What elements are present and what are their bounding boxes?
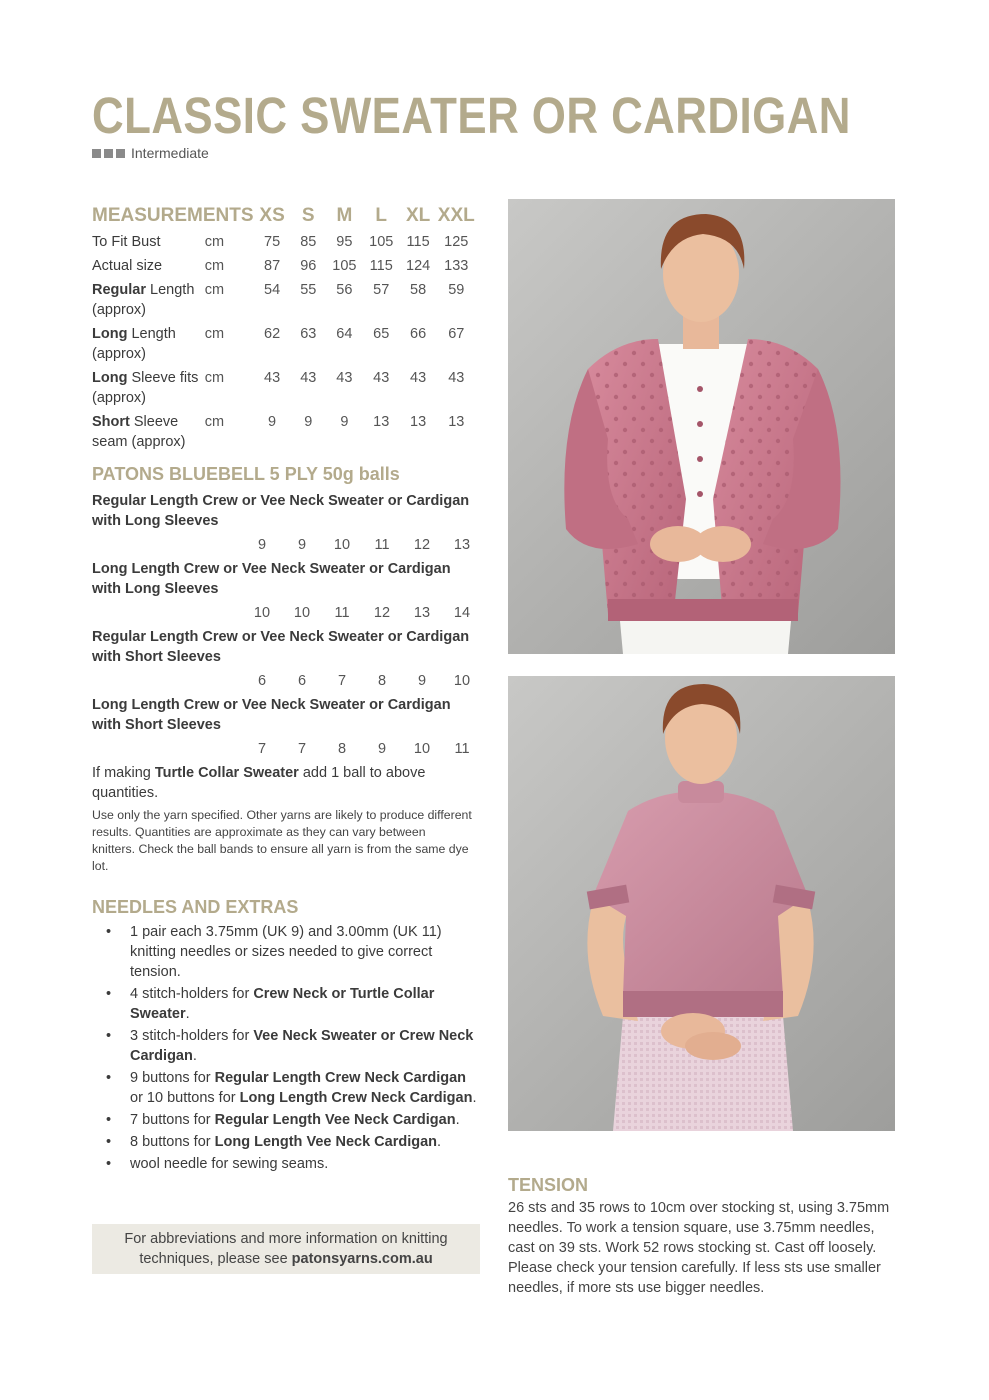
yarn-quantity: 7 [297,741,307,757]
item-bold-text: Regular Length Vee Neck Cardigan [214,1112,456,1128]
info-text: For abbreviations and more information on knitting techniques, please see [124,1231,448,1267]
measurement-value: 62 [264,326,281,342]
yarn-quantity: 14 [453,605,471,621]
skill-square-icon [104,149,113,158]
skill-square-icon [92,149,101,158]
tension-heading: TENSION [508,1175,589,1195]
yarn-section [92,464,482,875]
measurement-value: 59 [448,282,465,298]
measurement-value: 64 [336,326,353,342]
woman-in-sweater-illustration [508,676,895,1131]
yarn-quantity: 12 [373,605,391,621]
measurement-value: 43 [336,370,353,386]
measurement-label-text: Sleeve fits (approx) [92,370,199,406]
yarn-quantity: 9 [417,673,427,689]
measurement-value: 13 [410,414,427,430]
measurements-table [92,200,476,456]
measurement-unit: cm [204,370,225,386]
yarn-quantity-row [242,739,482,759]
tension-section [508,1175,895,1298]
measurement-label [92,232,205,256]
yarn-quantity: 6 [297,673,307,689]
turtle-collar-note [92,763,452,803]
measurement-value: 9 [304,414,313,430]
measurement-label [92,324,205,368]
measurement-value: 105 [369,234,394,250]
yarn-quantity: 10 [413,741,431,757]
yarn-disclaimer: Use only the yarn specified. Other yarns are likely to produce different results. Quantities are approximate as they can vary between knitters. Check the ball bands to ensure all yarn is from the same dye lot. [92,808,472,873]
item-text: 3 stitch-holders for [130,1028,254,1044]
measurement-label-bold: Regular [92,282,146,298]
sweater-photo [508,676,895,1131]
yarn-quantity: 9 [257,537,267,553]
measurement-value: 43 [264,370,281,386]
measurement-value: 57 [373,282,390,298]
needles-heading: NEEDLES AND EXTRAS [92,897,299,917]
yarn-quantity: 8 [337,741,347,757]
yarn-quantity-row [242,671,482,691]
yarn-variant-name: Regular Length Crew or Vee Neck Sweater or Cardigan with Short Sleeves [92,629,470,665]
turtle-note-bold: Turtle Collar Sweater [154,765,299,781]
measurement-value: 87 [264,258,281,274]
yarn-quantity: 11 [334,605,350,621]
measurement-unit: cm [204,234,225,250]
measurement-value: 43 [448,370,465,386]
measurement-label [92,368,205,412]
measurement-value: 133 [444,258,469,274]
needles-list-item [92,922,482,982]
measurement-label-bold: Short [92,414,130,430]
item-bold-text: Crew Neck or Turtle Collar Sweater [130,986,435,1022]
measurement-value: 115 [369,258,393,274]
cardigan-photo [508,199,895,654]
size-header: S [301,205,315,226]
yarn-heading: PATONS BLUEBELL 5 PLY 50g balls [92,464,400,484]
needles-list [92,922,482,1174]
skill-square-icon [116,149,125,158]
skill-level-label: Intermediate [131,145,209,161]
measurement-label [92,412,205,456]
measurement-row [92,280,476,324]
measurement-value: 115 [406,234,430,250]
size-header: L [375,205,388,226]
measurement-value: 43 [300,370,317,386]
yarn-quantity: 12 [413,537,431,553]
measurement-value: 96 [300,258,317,274]
woman-in-cardigan-illustration [508,199,895,654]
item-bold-text: Long Length Crew Neck Cardigan [239,1090,473,1106]
measurement-label-text: Length (approx) [92,326,176,362]
measurement-label-bold: Long [92,370,128,386]
yarn-quantity: 7 [257,741,267,757]
yarn-quantity-row [242,535,482,555]
measurement-row [92,412,476,456]
measurements-heading: MEASUREMENTS [92,205,254,226]
measurement-value: 13 [373,414,390,430]
yarn-quantity: 7 [337,673,347,689]
measurement-label-text: Actual size [92,258,163,274]
measurement-row [92,256,476,280]
info-box [92,1224,480,1274]
yarn-quantity: 9 [297,537,307,553]
item-text: wool needle for sewing seams. [130,1156,329,1172]
needles-list-item [92,1068,482,1108]
measurement-value: 85 [300,234,317,250]
measurement-label [92,256,205,280]
item-text: 7 buttons for [130,1112,215,1128]
measurement-unit: cm [204,414,225,430]
website-link[interactable]: patonsyarns.com.au [291,1251,433,1267]
yarn-quantity: 6 [257,673,267,689]
measurement-label-text: Sleeve seam (approx) [92,414,186,450]
measurements-header-row [92,200,476,232]
item-text: . [437,1134,442,1150]
item-text: . [472,1090,477,1106]
yarn-quantity: 10 [333,537,351,553]
yarn-quantity-row [242,603,482,623]
measurement-value: 43 [410,370,427,386]
measurement-unit: cm [204,258,225,274]
item-text: . [192,1048,197,1064]
size-header: XXL [437,205,475,226]
measurement-value: 56 [336,282,353,298]
yarn-quantity: 10 [293,605,311,621]
item-bold-text: Regular Length Crew Neck Cardigan [214,1070,467,1086]
page-title: CLASSIC SWEATER OR CARDIGAN [92,87,851,144]
yarn-quantity: 9 [377,741,387,757]
needles-list-item [92,1026,482,1066]
measurement-value: 125 [444,234,469,250]
measurement-value: 65 [373,326,390,342]
item-bold-text: Vee Neck Sweater or Crew Neck Cardigan [130,1028,474,1064]
measurement-value: 9 [340,414,349,430]
yarn-variant-name: Long Length Crew or Vee Neck Sweater or Cardigan with Short Sleeves [92,697,451,733]
measurement-value: 13 [448,414,465,430]
item-text: or 10 buttons for [130,1090,240,1106]
yarn-quantity: 8 [377,673,387,689]
measurement-value: 75 [264,234,281,250]
needles-list-item [92,1110,482,1130]
item-text: 8 buttons for [130,1134,215,1150]
yarn-variant-name: Long Length Crew or Vee Neck Sweater or Cardigan with Long Sleeves [92,561,451,597]
measurement-value: 66 [410,326,427,342]
measurement-label [92,280,205,324]
measurement-value: 43 [373,370,390,386]
measurement-row [92,324,476,368]
measurement-value: 9 [268,414,277,430]
measurement-unit: cm [204,326,225,342]
size-header: XL [405,205,431,226]
item-text: 9 buttons for [130,1070,215,1086]
measurement-value: 55 [300,282,317,298]
measurement-value: 105 [332,258,357,274]
turtle-note-text: If making [92,765,155,781]
yarn-quantity: 11 [374,537,390,553]
measurement-label-bold: Long [92,326,128,342]
measurement-row [92,232,476,256]
needles-list-item [92,1154,482,1174]
tension-text: 26 sts and 35 rows to 10cm over stocking st, using 3.75mm needles. To work a tension square, use 3.75mm needles, cast on 39 sts. Work 52 rows stocking st. Cast off loosely. Please check your tension carefully. If less sts use smaller needles, if more sts use bigger needles. [508,1200,890,1296]
measurement-value: 95 [336,234,353,250]
size-header: XS [259,205,285,226]
yarn-variant-name: Regular Length Crew or Vee Neck Sweater or Cardigan with Long Sleeves [92,493,470,529]
yarn-quantity: 13 [413,605,431,621]
measurement-value: 54 [264,282,281,298]
item-text: . [185,1006,190,1022]
yarn-quantity: 11 [454,741,470,757]
yarn-quantity: 13 [453,537,471,553]
measurement-value: 124 [406,258,431,274]
measurement-value: 63 [300,326,317,342]
yarn-quantity: 10 [453,673,471,689]
item-text: 4 stitch-holders for [130,986,254,1002]
measurement-row [92,368,476,412]
measurement-label-text: Length (approx) [92,282,195,318]
item-bold-text: Long Length Vee Neck Cardigan [214,1134,438,1150]
needles-list-item [92,984,482,1024]
measurement-label-text: To Fit Bust [92,234,161,250]
measurement-value: 58 [410,282,427,298]
left-column [92,200,482,1176]
turtle-note-text-end: add 1 ball to above quantities. [92,765,426,801]
skill-level [92,145,209,161]
item-text: 1 pair each 3.75mm (UK 9) and 3.00mm (UK 11) knitting needles or sizes needed to give correct tension. [130,924,442,980]
measurement-unit: cm [204,282,225,298]
yarn-quantity: 10 [253,605,271,621]
needles-list-item [92,1132,482,1152]
item-text: . [455,1112,460,1128]
size-header: M [336,205,353,226]
measurement-value: 67 [448,326,465,342]
